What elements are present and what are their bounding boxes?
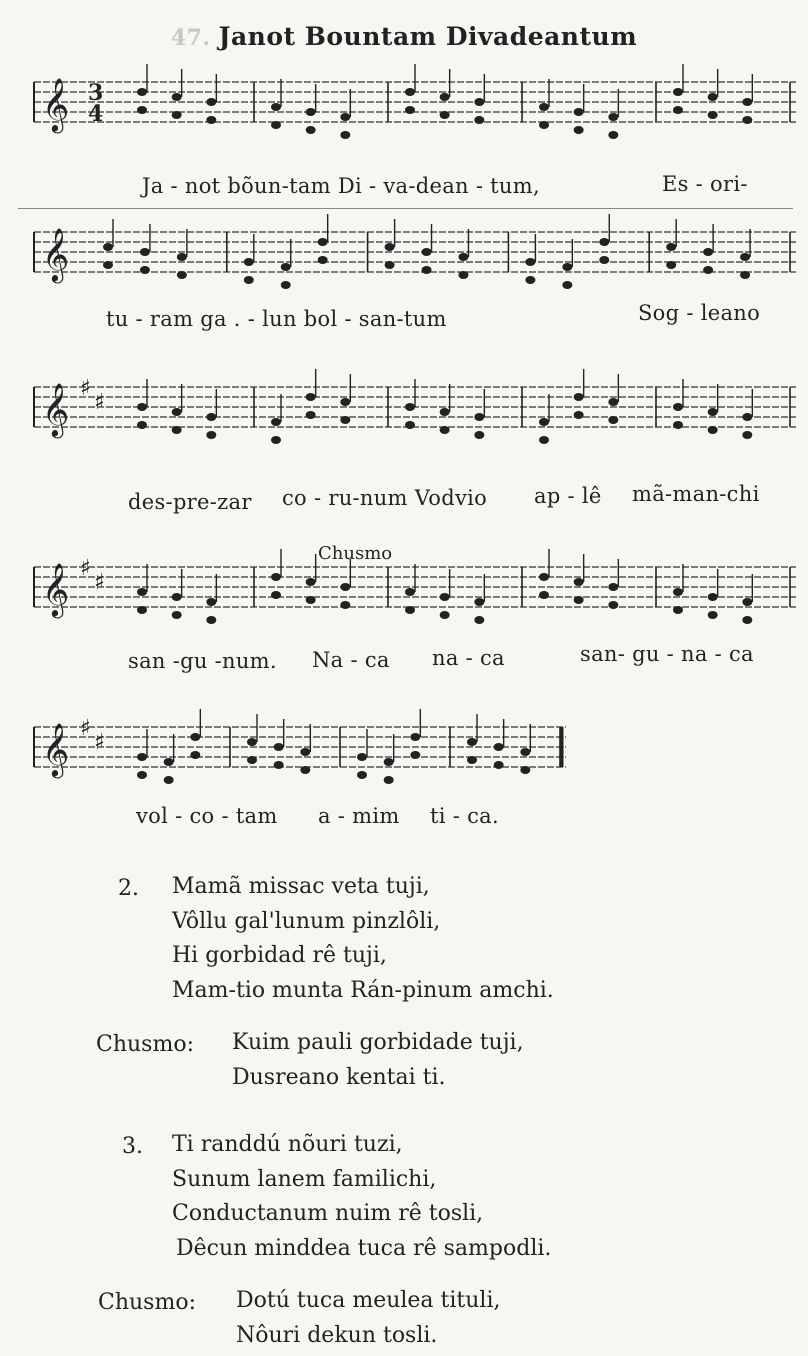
note-head [708, 611, 718, 619]
note-head [608, 113, 618, 121]
note-head [494, 743, 504, 751]
lyric-line-4d: san- gu - na - ca [580, 642, 754, 666]
note-head [410, 733, 420, 741]
note-head [247, 738, 257, 746]
note-head [467, 756, 477, 764]
note-head [673, 606, 683, 614]
note-head [206, 616, 216, 624]
note-head [599, 256, 609, 264]
note-head [574, 596, 584, 604]
stanza-2-number: 2. [118, 876, 139, 901]
note-head [385, 261, 395, 269]
note-head [172, 93, 182, 101]
note-head [271, 121, 281, 129]
note-head [405, 403, 415, 411]
lyric-line-3c: ap - lê [534, 484, 602, 508]
note-head [440, 611, 450, 619]
note-head [708, 426, 718, 434]
time-signature-bottom: 4 [88, 101, 104, 127]
section-divider [18, 208, 793, 209]
note-head [385, 243, 395, 251]
stanza-2-line: Vôllu gal'lunum pinzlôli, [172, 908, 441, 934]
note-head [673, 421, 683, 429]
note-head [271, 436, 281, 444]
note-head [740, 253, 750, 261]
note-head [440, 111, 450, 119]
note-head [271, 573, 281, 581]
note-head [562, 263, 572, 271]
note-head [300, 766, 310, 774]
note-head [742, 116, 752, 124]
chorus-line: Dotú tuca meulea tituli, [236, 1288, 501, 1313]
note-head [137, 88, 147, 96]
note-head [274, 761, 284, 769]
lyric-line-2b: Sog - leano [638, 301, 761, 325]
note-head [206, 431, 216, 439]
note-head [137, 106, 147, 114]
note-head [608, 131, 618, 139]
note-head [673, 106, 683, 114]
lyric-line-5c: ti - ca. [430, 804, 499, 828]
note-head [340, 398, 350, 406]
note-head [539, 418, 549, 426]
note-head [539, 103, 549, 111]
note-head [306, 411, 316, 419]
treble-clef-icon: 𝄞 [42, 227, 70, 281]
stanza-3-chorus [236, 1284, 501, 1353]
note-head [384, 776, 394, 784]
note-head [574, 126, 584, 134]
note-head [271, 591, 281, 599]
note-head [103, 261, 113, 269]
lyric-line-1b: Es - ori- [662, 172, 748, 196]
stanza-3-number: 3. [122, 1134, 143, 1159]
note-head [274, 743, 284, 751]
note-head [539, 436, 549, 444]
note-head [440, 93, 450, 101]
note-head [740, 271, 750, 279]
song-title-text: Janot Bountam Divadeantum [218, 22, 638, 51]
note-head [608, 583, 618, 591]
note-head [608, 398, 618, 406]
note-head [525, 276, 535, 284]
stanza-3-line: Dêcun minddea tuca rê sampodli. [176, 1235, 552, 1261]
note-head [608, 416, 618, 424]
stanza-3-line: Ti randdú nõuri tuzi, [172, 1132, 403, 1157]
note-head [164, 776, 174, 784]
note-head [177, 271, 187, 279]
note-head [206, 413, 216, 421]
note-head [574, 578, 584, 586]
note-head [458, 271, 468, 279]
note-head [306, 393, 316, 401]
note-head [172, 593, 182, 601]
sharp-icon: ♯ [80, 716, 91, 741]
lyric-line-4c: na - ca [432, 646, 505, 670]
song-title [0, 22, 808, 51]
stanza-3-chorus-label: Chusmo: [98, 1290, 196, 1315]
song-number: 47. [170, 25, 211, 51]
note-head [539, 591, 549, 599]
note-head [137, 403, 147, 411]
note-head [340, 131, 350, 139]
note-head [137, 771, 147, 779]
treble-clef-icon: 𝄞 [42, 562, 70, 616]
note-head [405, 421, 415, 429]
note-head [742, 616, 752, 624]
lyric-line-3d: mã-man-chi [632, 482, 760, 506]
note-head [318, 238, 328, 246]
music-staff-3 [30, 365, 800, 485]
note-head [140, 266, 150, 274]
note-head [206, 598, 216, 606]
lyric-line-5a: vol - co - tam [136, 804, 278, 828]
note-head [190, 733, 200, 741]
lyric-line-3b: co - ru-num Vodvio [282, 486, 488, 510]
sharp-icon: ♯ [80, 556, 91, 581]
note-head [742, 98, 752, 106]
note-head [539, 121, 549, 129]
note-head [172, 611, 182, 619]
stanza-3-lines [172, 1128, 551, 1266]
note-head [574, 411, 584, 419]
note-head [703, 266, 713, 274]
stanza-2-line: Mamã missac veta tuji, [172, 874, 430, 899]
note-head [164, 758, 174, 766]
chorus-line: Kuim pauli gorbidade tuji, [232, 1030, 524, 1055]
note-head [520, 766, 530, 774]
note-head [708, 111, 718, 119]
note-head [742, 431, 752, 439]
note-head [405, 588, 415, 596]
note-head [440, 408, 450, 416]
music-staff-1 [30, 60, 800, 180]
note-head [666, 243, 676, 251]
stanza-3-line: Conductanum nuim rê tosli, [172, 1201, 484, 1226]
note-head [599, 238, 609, 246]
note-head [306, 596, 316, 604]
note-head [306, 578, 316, 586]
note-head [244, 276, 254, 284]
note-head [474, 616, 484, 624]
note-head [244, 258, 254, 266]
note-head [357, 753, 367, 761]
note-head [525, 258, 535, 266]
stanza-2-line: Hi gorbidad rê tuji, [172, 943, 387, 968]
note-head [206, 116, 216, 124]
sharp-icon: ♯ [94, 730, 105, 755]
note-head [474, 116, 484, 124]
note-head [306, 126, 316, 134]
lyric-line-1a: Ja - not bõun-tam Di - va-dean - tum, [142, 174, 540, 198]
note-head [137, 588, 147, 596]
note-head [474, 98, 484, 106]
note-head [340, 601, 350, 609]
note-head [405, 606, 415, 614]
note-head [494, 761, 504, 769]
note-head [474, 431, 484, 439]
note-head [172, 111, 182, 119]
stanza-3-line: Sunum lanem familichi, [172, 1166, 437, 1192]
note-head [742, 598, 752, 606]
note-head [673, 403, 683, 411]
lyric-line-4b: Na - ca [312, 648, 390, 672]
note-head [271, 418, 281, 426]
stanza-2-lines [172, 870, 554, 1008]
note-head [673, 588, 683, 596]
chorus-marker: Chusmo [318, 543, 393, 564]
treble-clef-icon: 𝄞 [42, 77, 70, 131]
stanza-2-chorus-label: Chusmo: [96, 1032, 194, 1057]
stanza-2-line: Mam-tio munta Rán-pinum amchi. [172, 977, 554, 1003]
note-head [140, 248, 150, 256]
note-head [177, 253, 187, 261]
note-head [666, 261, 676, 269]
note-head [281, 281, 291, 289]
note-head [474, 413, 484, 421]
note-head [708, 593, 718, 601]
note-head [137, 421, 147, 429]
treble-clef-icon: 𝄞 [42, 722, 70, 776]
note-head [708, 408, 718, 416]
note-head [574, 108, 584, 116]
note-head [440, 593, 450, 601]
note-head [271, 103, 281, 111]
note-head [137, 753, 147, 761]
note-head [340, 416, 350, 424]
stanza-2-chorus [232, 1026, 524, 1095]
note-head [300, 748, 310, 756]
note-head [562, 281, 572, 289]
note-head [190, 751, 200, 759]
note-head [742, 413, 752, 421]
note-head [422, 266, 432, 274]
note-head [474, 598, 484, 606]
note-head [410, 751, 420, 759]
note-head [281, 263, 291, 271]
note-head [318, 256, 328, 264]
note-head [172, 426, 182, 434]
note-head [539, 573, 549, 581]
note-head [673, 88, 683, 96]
note-head [458, 253, 468, 261]
treble-clef-icon: 𝄞 [42, 382, 70, 436]
note-head [574, 393, 584, 401]
lyric-line-5b: a - mim [318, 804, 400, 828]
sharp-icon: ♯ [80, 376, 91, 401]
note-head [247, 756, 257, 764]
note-head [703, 248, 713, 256]
note-head [405, 106, 415, 114]
lyric-line-2a: tu - ram ga . - lun bol - san-tum [106, 307, 447, 331]
note-head [340, 113, 350, 121]
time-signature-top: 3 [88, 80, 104, 106]
note-head [422, 248, 432, 256]
note-head [172, 408, 182, 416]
note-head [608, 601, 618, 609]
note-head [384, 758, 394, 766]
note-head [206, 98, 216, 106]
sharp-icon: ♯ [94, 390, 105, 415]
note-head [708, 93, 718, 101]
note-head [357, 771, 367, 779]
note-head [306, 108, 316, 116]
sharp-icon: ♯ [94, 570, 105, 595]
note-head [440, 426, 450, 434]
lyric-line-3a: des-pre-zar [128, 490, 252, 514]
note-head [137, 606, 147, 614]
chorus-line: Dusreano kentai ti. [232, 1064, 446, 1090]
note-head [467, 738, 477, 746]
lyric-line-4a: san -gu -num. [128, 649, 277, 673]
note-head [520, 748, 530, 756]
chorus-line: Nôuri dekun tosli. [236, 1322, 438, 1348]
note-head [340, 583, 350, 591]
note-head [405, 88, 415, 96]
note-head [103, 243, 113, 251]
